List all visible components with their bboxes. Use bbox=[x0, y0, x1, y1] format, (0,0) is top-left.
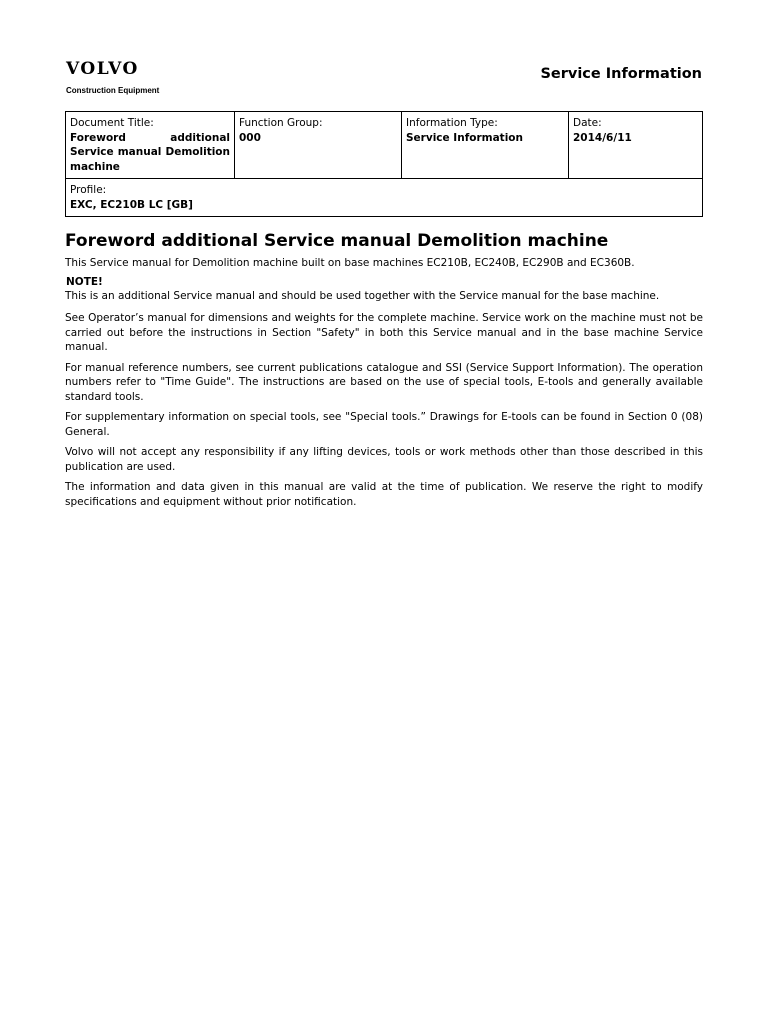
body-paragraph: For manual reference numbers, see current publications catalogue and SSI (Service Support Information). The operation numbers refer to "Time Guide". The instructions are based on the use of special tools, E-tools and generally available standard tools. bbox=[65, 361, 703, 403]
meta-row-main bbox=[66, 112, 703, 179]
date-value: 2014/6/11 bbox=[573, 131, 632, 144]
profile-label: Profile: bbox=[70, 184, 107, 196]
date-cell bbox=[569, 112, 703, 179]
function-group-label: Function Group: bbox=[239, 117, 323, 129]
function-group-value: 000 bbox=[239, 131, 261, 144]
profile-value: EXC, EC210B LC [GB] bbox=[70, 198, 193, 211]
information-type-value: Service Information bbox=[406, 131, 523, 144]
body-paragraph: The information and data given in this manual are valid at the time of publication. We reserve the right to modify specifications and equipment without prior notification. bbox=[65, 481, 703, 508]
document-title-label: Document Title: bbox=[70, 117, 154, 129]
page-header-title: Service Information bbox=[540, 66, 702, 82]
note-label: NOTE! bbox=[66, 275, 103, 288]
volvo-logo: VOLVO bbox=[66, 59, 139, 79]
body-paragraph: For supplementary information on special tools, see "Special tools.” Drawings for E-tools can be found in Section 0 (08) General. bbox=[65, 411, 703, 438]
profile-cell bbox=[66, 179, 703, 217]
note-paragraph: This is an additional Service manual and should be used together with the Service manual for the base machine. bbox=[65, 289, 660, 302]
date-label: Date: bbox=[573, 117, 602, 129]
document-title-value: Foreword additional Service manual Demolition machine bbox=[70, 131, 230, 173]
information-type-label: Information Type: bbox=[406, 117, 498, 129]
document-heading: Foreword additional Service manual Demolition machine bbox=[65, 231, 609, 251]
function-group-cell bbox=[235, 112, 402, 179]
meta-row-profile bbox=[66, 179, 703, 217]
document-title-cell bbox=[66, 112, 235, 179]
information-type-cell bbox=[402, 112, 569, 179]
body-paragraph: See Operator’s manual for dimensions and weights for the complete machine. Service work on the machine must not be carried out before the instructions in Section "Safety" in both this Service manual and in the base machine Service manual. bbox=[65, 312, 703, 353]
logo-subtitle: Construction Equipment bbox=[66, 86, 160, 95]
body-paragraph: Volvo will not accept any responsibility if any lifting devices, tools or work methods other than those described in this publication are used. bbox=[65, 446, 703, 473]
intro-paragraph: This Service manual for Demolition machine built on base machines EC210B, EC240B, EC290B and EC360B. bbox=[65, 257, 635, 269]
document-content bbox=[65, 230, 703, 515]
document-meta-table bbox=[65, 111, 703, 217]
